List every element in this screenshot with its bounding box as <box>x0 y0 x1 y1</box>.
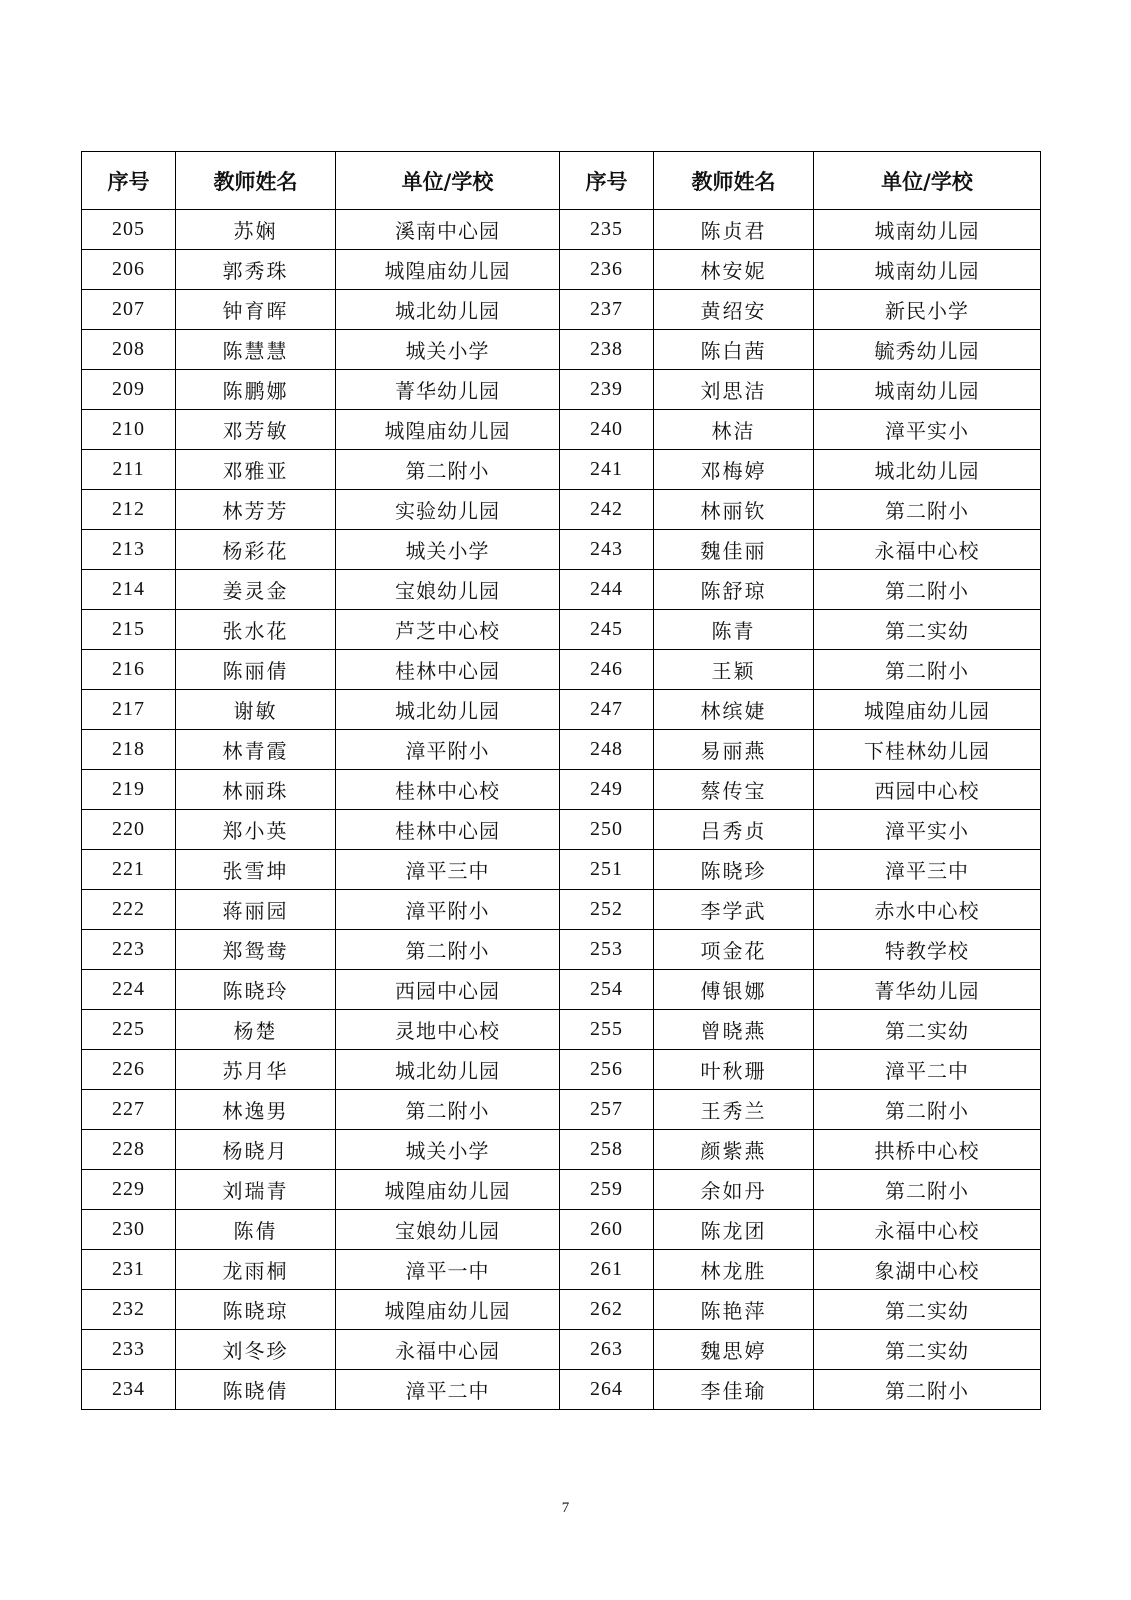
row-index-cell: 214 <box>82 570 176 610</box>
teacher-name-cell: 刘瑞青 <box>176 1170 336 1210</box>
table-row <box>82 1170 1041 1210</box>
row-index-cell: 251 <box>560 850 654 890</box>
teacher-name-cell: 吕秀贞 <box>654 810 814 850</box>
row-index-cell: 211 <box>82 450 176 490</box>
unit-school-cell: 永福中心园 <box>336 1330 560 1370</box>
unit-school-cell: 城隍庙幼儿园 <box>814 690 1041 730</box>
header-index: 序号 <box>560 152 654 210</box>
header-row <box>82 152 1041 210</box>
unit-school-cell: 漳平实小 <box>814 410 1041 450</box>
unit-school-cell: 漳平实小 <box>814 810 1041 850</box>
header-unit-school: 单位/学校 <box>814 152 1041 210</box>
header-index: 序号 <box>82 152 176 210</box>
row-index-cell: 262 <box>560 1290 654 1330</box>
row-index-cell: 209 <box>82 370 176 410</box>
teacher-name-cell: 易丽燕 <box>654 730 814 770</box>
row-index-cell: 249 <box>560 770 654 810</box>
teacher-name-cell: 余如丹 <box>654 1170 814 1210</box>
teacher-name-cell: 龙雨桐 <box>176 1250 336 1290</box>
row-index-cell: 258 <box>560 1130 654 1170</box>
unit-school-cell: 西园中心园 <box>336 970 560 1010</box>
unit-school-cell: 实验幼儿园 <box>336 490 560 530</box>
table-body <box>82 210 1041 1410</box>
table-row <box>82 810 1041 850</box>
row-index-cell: 252 <box>560 890 654 930</box>
unit-school-cell: 第二附小 <box>814 570 1041 610</box>
teacher-name-cell: 蒋丽园 <box>176 890 336 930</box>
teacher-name-cell: 陈艳萍 <box>654 1290 814 1330</box>
unit-school-cell: 溪南中心园 <box>336 210 560 250</box>
row-index-cell: 219 <box>82 770 176 810</box>
row-index-cell: 261 <box>560 1250 654 1290</box>
table-row <box>82 210 1041 250</box>
row-index-cell: 215 <box>82 610 176 650</box>
teacher-name-cell: 傅银娜 <box>654 970 814 1010</box>
unit-school-cell: 宝娘幼儿园 <box>336 1210 560 1250</box>
unit-school-cell: 漳平三中 <box>814 850 1041 890</box>
row-index-cell: 242 <box>560 490 654 530</box>
teacher-name-cell: 姜灵金 <box>176 570 336 610</box>
teacher-name-cell: 刘思洁 <box>654 370 814 410</box>
teacher-name-cell: 张水花 <box>176 610 336 650</box>
teacher-name-cell: 陈龙团 <box>654 1210 814 1250</box>
unit-school-cell: 第二附小 <box>814 490 1041 530</box>
unit-school-cell: 城隍庙幼儿园 <box>336 1170 560 1210</box>
table-row <box>82 650 1041 690</box>
row-index-cell: 246 <box>560 650 654 690</box>
header-teacher-name: 教师姓名 <box>176 152 336 210</box>
table-row <box>82 1370 1041 1410</box>
row-index-cell: 225 <box>82 1010 176 1050</box>
page-number: 7 <box>561 1500 570 1516</box>
teacher-name-cell: 颜紫燕 <box>654 1130 814 1170</box>
row-index-cell: 224 <box>82 970 176 1010</box>
row-index-cell: 257 <box>560 1090 654 1130</box>
unit-school-cell: 漳平二中 <box>814 1050 1041 1090</box>
teacher-name-cell: 陈贞君 <box>654 210 814 250</box>
row-index-cell: 255 <box>560 1010 654 1050</box>
unit-school-cell: 城北幼儿园 <box>336 1050 560 1090</box>
row-index-cell: 245 <box>560 610 654 650</box>
header-unit-school: 单位/学校 <box>336 152 560 210</box>
table-row <box>82 450 1041 490</box>
teacher-name-cell: 陈丽倩 <box>176 650 336 690</box>
teacher-name-cell: 陈鹏娜 <box>176 370 336 410</box>
table-header <box>82 152 1041 210</box>
teacher-name-cell: 林丽珠 <box>176 770 336 810</box>
unit-school-cell: 城北幼儿园 <box>814 450 1041 490</box>
unit-school-cell: 芦芝中心校 <box>336 610 560 650</box>
row-index-cell: 236 <box>560 250 654 290</box>
row-index-cell: 216 <box>82 650 176 690</box>
unit-school-cell: 城北幼儿园 <box>336 690 560 730</box>
row-index-cell: 235 <box>560 210 654 250</box>
table-row <box>82 1050 1041 1090</box>
table-row <box>82 770 1041 810</box>
teacher-name-cell: 林逸男 <box>176 1090 336 1130</box>
table-row <box>82 970 1041 1010</box>
row-index-cell: 206 <box>82 250 176 290</box>
teacher-name-cell: 苏月华 <box>176 1050 336 1090</box>
table-row <box>82 1210 1041 1250</box>
table-row <box>82 570 1041 610</box>
unit-school-cell: 新民小学 <box>814 290 1041 330</box>
row-index-cell: 208 <box>82 330 176 370</box>
unit-school-cell: 漳平一中 <box>336 1250 560 1290</box>
row-index-cell: 207 <box>82 290 176 330</box>
teacher-name-cell: 邓芳敏 <box>176 410 336 450</box>
teacher-name-cell: 王秀兰 <box>654 1090 814 1130</box>
row-index-cell: 210 <box>82 410 176 450</box>
unit-school-cell: 漳平附小 <box>336 890 560 930</box>
unit-school-cell: 城北幼儿园 <box>336 290 560 330</box>
teacher-name-cell: 曾晓燕 <box>654 1010 814 1050</box>
teacher-name-cell: 杨楚 <box>176 1010 336 1050</box>
row-index-cell: 213 <box>82 530 176 570</box>
unit-school-cell: 城关小学 <box>336 330 560 370</box>
teacher-name-cell: 邓雅亚 <box>176 450 336 490</box>
teacher-name-cell: 林龙胜 <box>654 1250 814 1290</box>
teacher-name-cell: 项金花 <box>654 930 814 970</box>
teacher-name-cell: 钟育晖 <box>176 290 336 330</box>
row-index-cell: 217 <box>82 690 176 730</box>
table-row <box>82 1290 1041 1330</box>
unit-school-cell: 灵地中心校 <box>336 1010 560 1050</box>
row-index-cell: 260 <box>560 1210 654 1250</box>
row-index-cell: 240 <box>560 410 654 450</box>
teacher-name-cell: 苏娴 <box>176 210 336 250</box>
unit-school-cell: 城关小学 <box>336 530 560 570</box>
teacher-name-cell: 陈晓玲 <box>176 970 336 1010</box>
teacher-name-cell: 杨晓月 <box>176 1130 336 1170</box>
unit-school-cell: 第二实幼 <box>814 1290 1041 1330</box>
unit-school-cell: 漳平三中 <box>336 850 560 890</box>
row-index-cell: 256 <box>560 1050 654 1090</box>
unit-school-cell: 下桂林幼儿园 <box>814 730 1041 770</box>
teacher-name-cell: 李佳瑜 <box>654 1370 814 1410</box>
row-index-cell: 238 <box>560 330 654 370</box>
teacher-name-cell: 李学武 <box>654 890 814 930</box>
unit-school-cell: 第二附小 <box>814 1090 1041 1130</box>
row-index-cell: 254 <box>560 970 654 1010</box>
unit-school-cell: 城隍庙幼儿园 <box>336 250 560 290</box>
teacher-name-cell: 陈慧慧 <box>176 330 336 370</box>
teacher-name-cell: 张雪坤 <box>176 850 336 890</box>
row-index-cell: 220 <box>82 810 176 850</box>
table-row <box>82 330 1041 370</box>
row-index-cell: 234 <box>82 1370 176 1410</box>
table-row <box>82 850 1041 890</box>
table-row <box>82 490 1041 530</box>
row-index-cell: 243 <box>560 530 654 570</box>
unit-school-cell: 永福中心校 <box>814 530 1041 570</box>
row-index-cell: 250 <box>560 810 654 850</box>
unit-school-cell: 菁华幼儿园 <box>336 370 560 410</box>
row-index-cell: 221 <box>82 850 176 890</box>
unit-school-cell: 菁华幼儿园 <box>814 970 1041 1010</box>
row-index-cell: 228 <box>82 1130 176 1170</box>
unit-school-cell: 漳平附小 <box>336 730 560 770</box>
unit-school-cell: 城隍庙幼儿园 <box>336 410 560 450</box>
teacher-name-cell: 陈晓倩 <box>176 1370 336 1410</box>
teacher-name-cell: 杨彩花 <box>176 530 336 570</box>
unit-school-cell: 城关小学 <box>336 1130 560 1170</box>
table-row <box>82 610 1041 650</box>
teacher-name-cell: 黄绍安 <box>654 290 814 330</box>
row-index-cell: 231 <box>82 1250 176 1290</box>
teacher-name-cell: 郑小英 <box>176 810 336 850</box>
unit-school-cell: 第二附小 <box>336 1090 560 1130</box>
row-index-cell: 230 <box>82 1210 176 1250</box>
table-row <box>82 250 1041 290</box>
row-index-cell: 233 <box>82 1330 176 1370</box>
unit-school-cell: 西园中心校 <box>814 770 1041 810</box>
teacher-name-cell: 魏佳丽 <box>654 530 814 570</box>
row-index-cell: 229 <box>82 1170 176 1210</box>
table-row <box>82 530 1041 570</box>
unit-school-cell: 城南幼儿园 <box>814 370 1041 410</box>
teacher-name-cell: 魏思婷 <box>654 1330 814 1370</box>
table-row <box>82 730 1041 770</box>
unit-school-cell: 第二附小 <box>814 1170 1041 1210</box>
row-index-cell: 218 <box>82 730 176 770</box>
row-index-cell: 239 <box>560 370 654 410</box>
unit-school-cell: 桂林中心园 <box>336 810 560 850</box>
table-row <box>82 1010 1041 1050</box>
teacher-name-cell: 陈晓琼 <box>176 1290 336 1330</box>
teacher-name-cell: 郭秀珠 <box>176 250 336 290</box>
teacher-name-cell: 刘冬珍 <box>176 1330 336 1370</box>
unit-school-cell: 桂林中心校 <box>336 770 560 810</box>
teacher-name-cell: 谢敏 <box>176 690 336 730</box>
header-teacher-name: 教师姓名 <box>654 152 814 210</box>
row-index-cell: 253 <box>560 930 654 970</box>
row-index-cell: 264 <box>560 1370 654 1410</box>
unit-school-cell: 第二实幼 <box>814 1330 1041 1370</box>
teacher-name-cell: 郑鸳鸯 <box>176 930 336 970</box>
teacher-name-cell: 陈倩 <box>176 1210 336 1250</box>
row-index-cell: 226 <box>82 1050 176 1090</box>
row-index-cell: 247 <box>560 690 654 730</box>
teacher-name-cell: 叶秋珊 <box>654 1050 814 1090</box>
unit-school-cell: 第二附小 <box>336 450 560 490</box>
row-index-cell: 227 <box>82 1090 176 1130</box>
row-index-cell: 223 <box>82 930 176 970</box>
table-row <box>82 370 1041 410</box>
teacher-name-cell: 蔡传宝 <box>654 770 814 810</box>
unit-school-cell: 永福中心校 <box>814 1210 1041 1250</box>
unit-school-cell: 宝娘幼儿园 <box>336 570 560 610</box>
row-index-cell: 259 <box>560 1170 654 1210</box>
unit-school-cell: 第二实幼 <box>814 610 1041 650</box>
table-row <box>82 1090 1041 1130</box>
table-row <box>82 1250 1041 1290</box>
teacher-name-cell: 邓梅婷 <box>654 450 814 490</box>
unit-school-cell: 拱桥中心校 <box>814 1130 1041 1170</box>
unit-school-cell: 桂林中心园 <box>336 650 560 690</box>
table-row <box>82 410 1041 450</box>
table-row <box>82 1330 1041 1370</box>
teacher-name-cell: 林芳芳 <box>176 490 336 530</box>
teacher-name-cell: 林洁 <box>654 410 814 450</box>
teacher-roster-table <box>81 151 1041 1410</box>
teacher-name-cell: 陈白茜 <box>654 330 814 370</box>
row-index-cell: 237 <box>560 290 654 330</box>
row-index-cell: 232 <box>82 1290 176 1330</box>
table-row <box>82 890 1041 930</box>
unit-school-cell: 第二附小 <box>336 930 560 970</box>
row-index-cell: 244 <box>560 570 654 610</box>
teacher-name-cell: 林青霞 <box>176 730 336 770</box>
teacher-name-cell: 陈晓珍 <box>654 850 814 890</box>
row-index-cell: 263 <box>560 1330 654 1370</box>
teacher-name-cell: 林安妮 <box>654 250 814 290</box>
row-index-cell: 248 <box>560 730 654 770</box>
unit-school-cell: 城隍庙幼儿园 <box>336 1290 560 1330</box>
table-row <box>82 290 1041 330</box>
unit-school-cell: 城南幼儿园 <box>814 250 1041 290</box>
unit-school-cell: 毓秀幼儿园 <box>814 330 1041 370</box>
unit-school-cell: 第二附小 <box>814 650 1041 690</box>
row-index-cell: 212 <box>82 490 176 530</box>
table-row <box>82 1130 1041 1170</box>
row-index-cell: 241 <box>560 450 654 490</box>
unit-school-cell: 象湖中心校 <box>814 1250 1041 1290</box>
row-index-cell: 222 <box>82 890 176 930</box>
row-index-cell: 205 <box>82 210 176 250</box>
unit-school-cell: 城南幼儿园 <box>814 210 1041 250</box>
unit-school-cell: 第二实幼 <box>814 1010 1041 1050</box>
teacher-name-cell: 陈舒琼 <box>654 570 814 610</box>
unit-school-cell: 第二附小 <box>814 1370 1041 1410</box>
teacher-name-cell: 林缤婕 <box>654 690 814 730</box>
unit-school-cell: 赤水中心校 <box>814 890 1041 930</box>
table-row <box>82 930 1041 970</box>
teacher-name-cell: 陈青 <box>654 610 814 650</box>
unit-school-cell: 特教学校 <box>814 930 1041 970</box>
teacher-name-cell: 王颖 <box>654 650 814 690</box>
table-row <box>82 690 1041 730</box>
teacher-name-cell: 林丽钦 <box>654 490 814 530</box>
unit-school-cell: 漳平二中 <box>336 1370 560 1410</box>
